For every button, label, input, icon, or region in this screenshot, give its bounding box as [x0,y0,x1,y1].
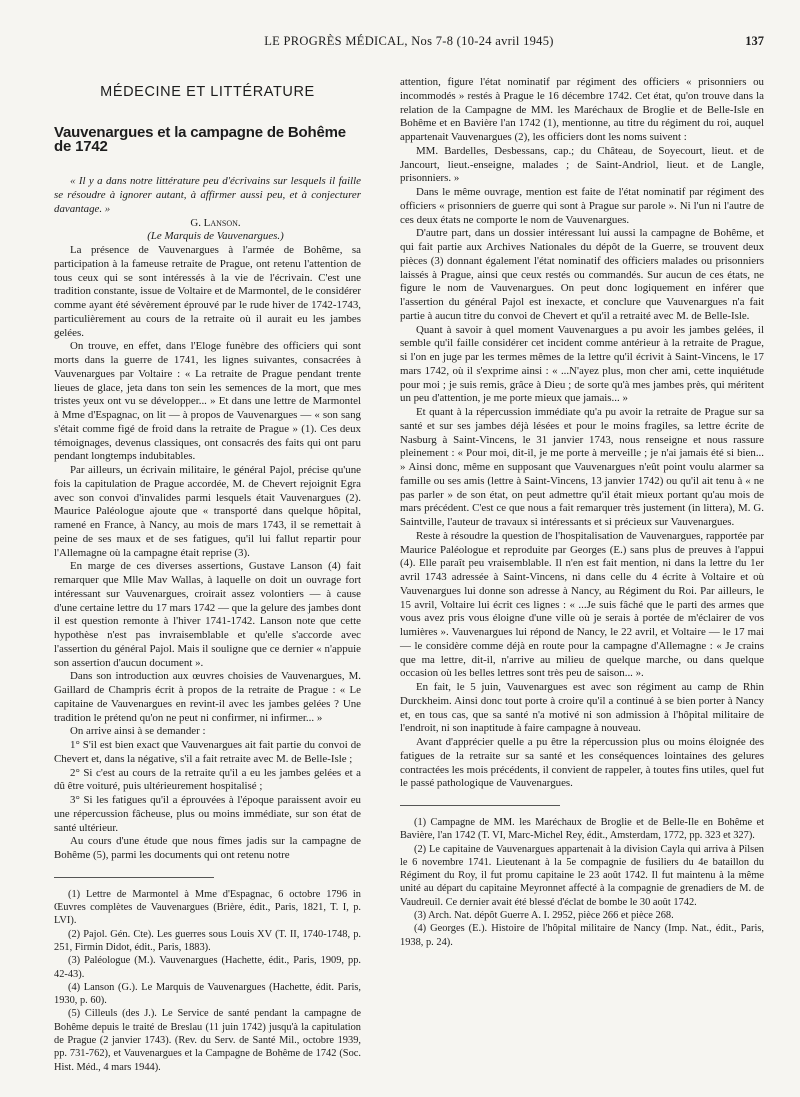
left-paragraph: On trouve, en effet, dans l'Eloge funèbre des officiers qui sont morts dans la guerre de 1741, les lignes suivantes, consacrées à Vauvenargues par Voltaire : « La retraite de Prague pendant trente lieues de glace, jeta dans ton sein les semences de la mort, que mes tristes yeux ont vu se développer... » Et dans une lettre de Marmontel à Mme d'Espagnac, on lit — à propos de Vauvenargues — « son sang s'était comme figé de froid dans la retraite de Prague » (1). Ces deux témoignages, devenus classiques, ont consacrés des faits qui ont paru pendant longtemps indubitables. [54,340,361,463]
footnote-separator [400,805,560,806]
right-footnotes [400,816,764,949]
footnote: (2) Le capitaine de Vauvenargues appartenait à la division Cayla qui arriva à Pilsen le 6 novembre 1741. Lieutenant à la 5e compagnie de fusiliers du 4e bataillon du Régiment du Roy, il fut promu capitaine le 23 août 1742. Il fut maintenu à la même unité au départ du capitaine Meyronnet affecté à la compagnie de grenadiers de M. de Vaudreuil. Ce dernier avait été blessé d'éclat de bombe le 30 août 1742. [400,843,764,908]
epigraph-work: (Le Marquis de Vauvenargues.) [147,230,284,243]
footnote: (4) Lanson (G.). Le Marquis de Vauvenargues (Hachette, édit. Paris, 1930, p. 60). [54,981,361,1007]
question-item: 2° Si c'est au cours de la retraite qu'il a eu les jambes gelées et a dû être voituré, puis ultérieurement hospitalisé ; [54,766,361,793]
epigraph-author: G. Lanson. [190,216,241,229]
question-item: 3° Si les fatigues qu'il a éprouvées à l'époque paraissent avoir eu une répercussion fâcheuse, plus ou moins immédiate, sur son état de santé ultérieur. [54,794,361,834]
right-paragraph: attention, figure l'état nominatif par régiment des officiers « prisonniers ou incommodés » restés à Prague le 16 décembre 1742. Cet état, qu'on trouve dans la relation de la Campagne de MM. les Maréchaux de Broglie et de Belle-Isle en Bohême et en Bavière l'an 1742 (1), mentionne, au titre du régiment du roi, auquel appartenait Vauvenargues (2), les officiers dont les noms suivent : [400,76,764,143]
footnote: (4) Georges (E.). Histoire de l'hôpital militaire de Nancy (Imp. Nat., édit., Paris, 1938, p. 24). [400,923,764,948]
epigraph-quote: « Il y a dans notre littérature peu d'écrivains sur lesquels il faille se résoudre à ignorer autant, à affirmer aussi peu, et à conjecturer davantage. » [54,175,361,215]
right-paragraph: Quant à savoir à quel moment Vauvenargues a pu avoir les jambes gelées, il semble qu'il faille considérer cet incident comme antérieur à la retraite de Prague, si l'on en juge par les termes mêmes de la lettre qu'il écrivit à Saint-Vincens, le 17 mars 1742, où il s'exprime ainsi : « ...N'ayez plus, mon cher ami, cette inquiétude pour moi ; je suis remis, grâce à Dieu ; de sorte qu'à mes jambes près, qui méritent un peu d'attention, je me porte mieux que jamais... » [400,323,764,405]
left-column [54,76,361,1074]
footnote: (5) Cilleuls (des J.). Le Service de santé pendant la campagne de Bohême depuis le traité de Breslau (11 juin 1742) jusqu'à la capitulation de Prague (2 janvier 1743). (Rev. du Serv. de Santé Mil., octobre 1939, pp. 731-762), et Vauvenargues et la Campagne de Bohême de 1742 (Soc. Hist. Méd., 4 mars 1944). [54,1008,361,1073]
right-paragraph: MM. Bardelles, Desbessans, cap.; du Château, de Soyecourt, lieut. et de Jancourt, lieut.-enseigne, malades ; de Saint-Andriol, lieut. et de Langle, prisonniers. » [400,144,764,185]
page-number: 137 [745,34,764,48]
running-header [54,34,764,54]
left-paragraph: On arrive ainsi à se demander : [70,725,206,738]
left-paragraph: Par ailleurs, un écrivain militaire, le général Pajol, précise qu'une fois la capitulation de Prague accordée, M. de Chevert rejoignit Egra avec son convoi d'invalides parmi lesquels était Vauvenargues (2). Maurice Paléologue ajoute que « transporté dans quelque hôpital, ramené en France, à Nancy, au mois de mars 1743, il se remettait à peine de ses maux et de ses fatigues, qu'il lui fallut repartir pour l'Allemagne où la campagne était reprise (3). [54,464,361,559]
left-paragraph: Dans son introduction aux œuvres choisies de Vauvenargues, M. Gaillard de Champris écrit à propos de la retraite de Prague : « Le capitaine de Vauvenargues en revint-il avec les jambes gelées ? Une tradition le prétend qu'on ne peut ni confirmer, ni infirmer... » [54,670,361,724]
footnote-separator [54,877,214,878]
section-title: MÉDECINE ET LITTÉRATURE [100,84,315,100]
right-paragraph: Et quant à la répercussion immédiate qu'a pu avoir la retraite de Prague sur sa santé et sur ses jambes déjà lésées et pour le moins fragiles, sa lettre écrite de Nasburg à Saint-Vincens, le 31 janvier 1743, nous renseigne et nous rassure pleinement : « Pour moi, dit-il, je me porte à merveille ; je n'ai jamais été si bien... » Ainsi donc, même en supposant que Vauvenargues n'eût point voulu alarmer sa famille ou ses amis (lettre à Saint-Vincens, 13 janvier 1742) ou qu'il ait tenu à « ne pas parler » de son état, on peut admettre qu'il était mieux portant qu'au mois de mars précédent. C'est ce que nous a fait remarquer très justement (in littera), M. G. Saintville, l'auteur de travaux si intéressants et si précieux sur Vauvenargues. [400,406,764,528]
footnote: (3) Paléologue (M.). Vauvenargues (Hachette, édit., Paris, 1909, pp. 42-43). [54,955,361,980]
footnote: (3) Arch. Nat. dépôt Guerre A. I. 2952, pièce 266 et pièce 268. [414,910,674,922]
left-footnotes [54,888,361,1074]
right-paragraph: D'autre part, dans un dossier intéressant lui aussi la campagne de Bohême, et qui fait partie aux Archives Nationales du dépôt de la Guerre, se trouvent deux pièces (3) donnant également l'état nominatif des officiers malades ou prisonniers laissés à Prague, ainsi que ceux restés ou commandés. Sur aucun de ces états, ne figure le nom de Vauvenargues. On peut donc logiquement en inférer que l'assertion du général Pajol est inexacte, et conclure que Vauvenargues n'a fait partie à aucun titre du convoi de Chevert et qu'il a retraité avec M. de Belle-Isle. [400,227,764,322]
right-paragraph: Dans le même ouvrage, mention est faite de l'état nominatif par régiment des officiers « prisonniers de guerre qui sont à Prague sur parole ». Ni l'un ni l'autre de ces deux états ne comporte le nom de Vauvenargues. [400,186,764,226]
footnote: (1) Campagne de MM. les Maréchaux de Broglie et de Belle-Ile en Bohême et Bavière, l'an 1742 (T. VI, Marc-Michel Rey, édit., Amsterdam, 1772, pp. 323 et 327). [400,817,764,842]
footnote: (2) Pajol. Gén. Cte). Les guerres sous Louis XV (T. II, 1740-1748, p. 251, Firmin Didot, édit., Paris, 1883). [54,928,361,953]
question-item: 1° S'il est bien exact que Vauvenargues ait fait partie du convoi de Chevert et, dans la négative, s'il a fait retraite avec M. de Belle-Isle ; [54,739,361,765]
right-column [400,76,764,949]
footnote: (1) Lettre de Marmontel à Mme d'Espagnac, 6 octobre 1796 in Œuvres complètes de Vauvenargues (Brière, édit., Paris, 1821, T. I, p. LVI). [54,888,361,927]
right-paragraph: En fait, le 5 juin, Vauvenargues est avec son régiment au camp de Rhin Durckheim. Ainsi donc tout porte à croire qu'il a continué à se bien porter à Nancy et, en tous cas, que sa santé n'a motivé ni son admission à l'hôpital militaire de l'endroit, ni son inaptitude à faire campagne à nouveau. [400,681,764,735]
left-paragraph: La présence de Vauvenargues à l'armée de Bohême, sa participation à la fameuse retraite de Prague, ont retenu l'attention de tous ceux qui se sont intéressés à la vie de l'écrivain. C'est une tradition constante, issue de Voltaire et de Marmontel, de le considérer comme ayant été sévèrement éprouvé par le rude hiver de 1742-1743, particulièrement au cours de la retraite où il aurait eu les jambes gelées. [54,244,361,339]
left-closing-paragraph: Au cours d'une étude que nous fîmes jadis sur la campagne de Bohême (5), parmi les documents qui ont retenu notre [54,835,361,861]
left-paragraph: En marge de ces diverses assertions, Gustave Lanson (4) fait remarquer que Mlle Mav Wallas, à laquelle on doit un ouvrage fort intéressant sur Vauvenargues, croirait assez volontiers — à cause d'une certaine lettre du 17 mars 1742 — que la gelure des jambes dont il est question remonte à l'hiver 1741-1742. Lanson note que cette hypothèse n'est pas invraisemblable et qu'elle s'accorde avec l'assertion du général Pajol. Mais il souligne que ce dernier « n'appuie son assertion d'aucun document ». [54,560,361,669]
article-title: Vauvenargues et la campagne de Bohême de 1742 [54,123,346,155]
journal-title: LE PROGRÈS MÉDICAL, Nos 7-8 (10-24 avril 1945) [264,34,554,48]
right-paragraph: Avant d'apprécier quelle a pu être la répercussion plus ou moins éloignée des fatigues de la retraite sur sa santé et les conséquences lointaines des gelures contractées les mois précédents, il convient de rappeler, à toutes fins utiles, quel fut le passé pathologique de Vauvenargues. [400,736,764,790]
right-paragraph: Reste à résoudre la question de l'hospitalisation de Vauvenargues, rapportée par Maurice Paléologue et reproduite par Georges (E.) sans plus de preuves à l'appui (4). Elle paraît peu vraisemblable. Il n'en est fait mention, ni dans la lettre du 1er avril 1743 adressée à Saint-Vincens, ni dans celle du 4 écrite à Voltaire et où Vauvenargues lui donne son adresse à Nancy, au Régiment du Roi. Par ailleurs, le 15 avril, Voltaire lui écrit ces lignes : « ...Je suis fâché que le parti des armes que vous avez pris vous éloigne d'une ville où je serais à portée de m'éclairer de vos lumières ». Vauvenargues lui répond de Nancy, le 22 avril, et Voltaire — le 17 mai — le considère comme déjà en route pour la campagne d'Allemagne : « Je crains que ma lettre, dit-il, n'arrive au milieu de quelque marche, ou dans quelque occasion où les belles lettres sont très peu de saison... ». [400,529,764,680]
